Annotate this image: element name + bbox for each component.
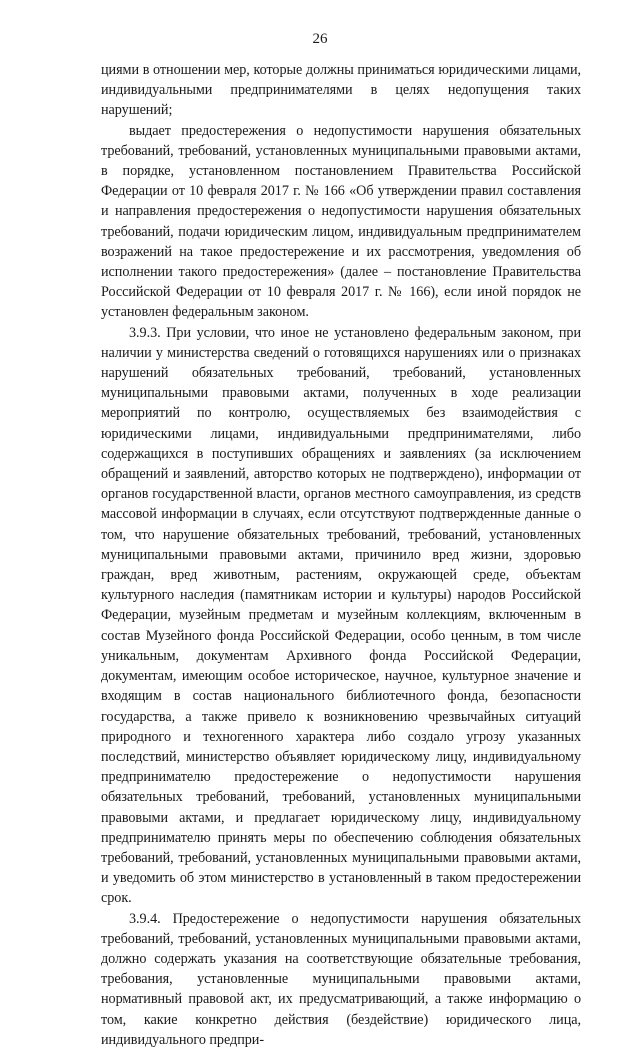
- paragraph-continuation: циями в отношении мер, которые должны приниматься юридическими лицами, индивидуальными предпринимателями в целях недопущения таких нарушений;: [101, 62, 581, 119]
- document-body: [101, 60, 581, 1050]
- paragraph-warnings: выдает предостережения о недопустимости нарушения обязательных требований, требований, установленных муниципальными правовыми актами, в порядке, установленном постановлением Правительства Российской Федерации от 10 февраля 2017 г. № 166 «Об утверждении правил составления и направления предостережения о недопустимости нарушения обязательных требований, подачи юридическим лицом, индивидуальным предпринимателем возражений на такое предостережение и их рассмотрения, уведомления об исполнении такого предостережения» (далее – постановление Правительства Российской Федерации от 10 февраля 2017 г. № 166), если иной порядок не установлен федеральным законом.: [101, 122, 581, 321]
- paragraph-3-9-4: 3.9.4. Предостережение о недопустимости нарушения обязательных требований, требований, установленных муниципальными правовыми актами, должно содержать указания на соответствующие обязательные требования, требования, установленные муниципальными правовыми актами, нормативный правовой акт, их предусматривающий, а также информацию о том, какие конкретно действия (бездействие) юридического лица, индивидуального предпри-: [101, 910, 581, 1048]
- page-number: 26: [312, 31, 328, 47]
- paragraph-3-9-3: 3.9.3. При условии, что иное не установлено федеральным законом, при наличии у министерства сведений о готовящихся нарушениях или о признаках нарушений обязательных требований, требований, установленных муниципальными правовыми актами, полученных в ходе реализации мероприятий по контролю, осуществляемых без взаимодействия с юридическими лицами, индивидуальными предпринимателями, либо содержащихся в поступивших обращениях и заявлениях (за исключением обращений и заявлений, авторство которых не подтверждено), информации от органов государственной власти, органов местного самоуправления, из средств массовой информации в случаях, если отсутствуют подтвержденные данные о том, что нарушение обязательных требований, требований, установленных муниципальными правовыми актами, причинило вред жизни, здоровью граждан, вред животным, растениям, окружающей среде, объектам культурного наследия (памятникам истории и культуры) народов Российской Федерации, музейным предметам и музейным коллекциям, включенным в состав Музейного фонда Российской Федерации, особо ценным, в том числе уникальным, документам Архивного фонда Российской Федерации, документам, имеющим особое историческое, научное, культурное значение и входящим в состав национального библиотечного фонда, безопасности государства, а также привело к возникновению чрезвычайных ситуаций природного и техногенного характера либо создало угрозу указанных последствий, министерство объявляет юридическому лицу, индивидуальному предпринимателю предостережение о недопустимости нарушения обязательных требований, требований, установленных муниципальными правовыми актами, и предлагает юридическому лицу, индивидуальному предпринимателю принять меры по обеспечению соблюдения обязательных требований, требований, установленных муниципальными правовыми актами, и уведомить об этом министерство в установленный в таком предостережении срок.: [101, 324, 581, 907]
